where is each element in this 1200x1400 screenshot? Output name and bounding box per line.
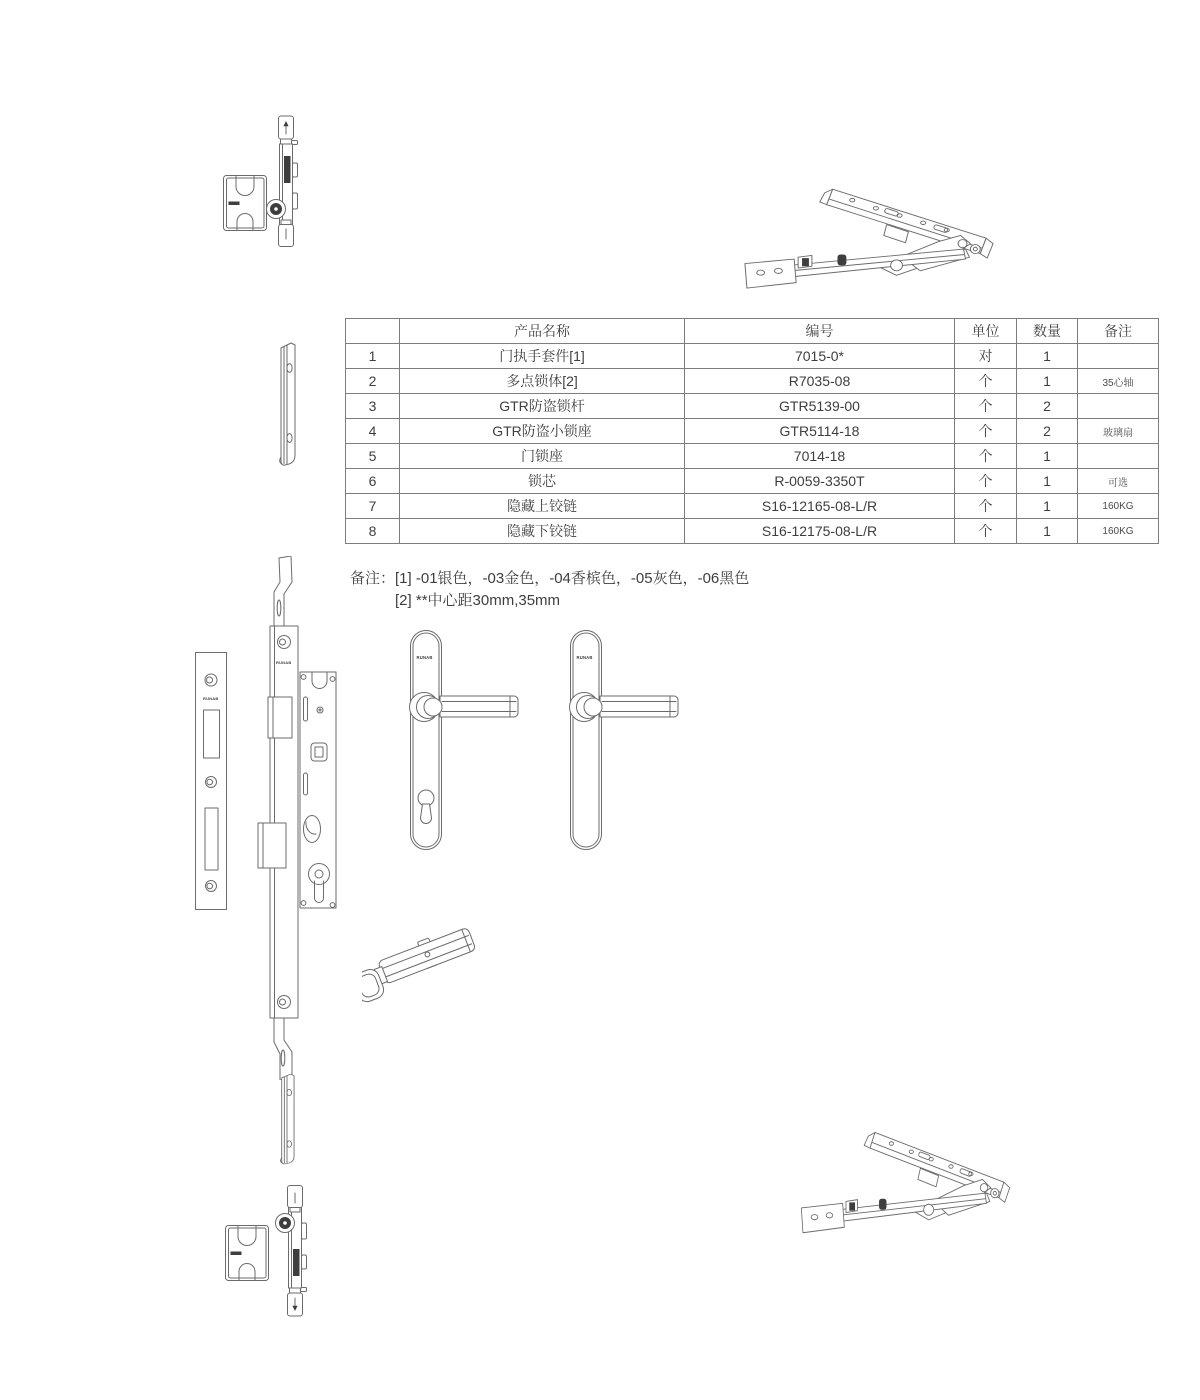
remark bbox=[1078, 394, 1159, 419]
espagnolette-lock-drawing-bottom bbox=[272, 1183, 320, 1318]
table-row bbox=[346, 369, 1159, 394]
table-row bbox=[346, 494, 1159, 519]
product-code: 7014-18 bbox=[685, 444, 955, 469]
notes-block bbox=[350, 568, 749, 612]
product-code: S16-12165-08-L/R bbox=[685, 494, 955, 519]
quantity: 2 bbox=[1017, 419, 1078, 444]
row-index: 3 bbox=[346, 394, 400, 419]
remark: 160KG bbox=[1078, 519, 1159, 544]
product-name: 门执手套件[1] bbox=[400, 344, 685, 369]
header-remark: 备注 bbox=[1078, 319, 1159, 344]
unit: 对 bbox=[955, 344, 1017, 369]
quantity: 2 bbox=[1017, 394, 1078, 419]
brand-mark: RUNAB bbox=[416, 655, 433, 660]
remark bbox=[1078, 444, 1159, 469]
table-row bbox=[346, 419, 1159, 444]
table-row bbox=[346, 394, 1159, 419]
table-row bbox=[346, 519, 1159, 544]
unit: 个 bbox=[955, 519, 1017, 544]
bottom-rod bbox=[274, 1018, 292, 1080]
quantity: 1 bbox=[1017, 344, 1078, 369]
header-quantity: 数量 bbox=[1017, 319, 1078, 344]
row-index: 7 bbox=[346, 494, 400, 519]
remark: 160KG bbox=[1078, 494, 1159, 519]
quantity: 1 bbox=[1017, 494, 1078, 519]
unit: 个 bbox=[955, 444, 1017, 469]
product-name: 隐藏下铰链 bbox=[400, 519, 685, 544]
header-product-name: 产品名称 bbox=[400, 319, 685, 344]
note-line-2: [2] **中心距30mm,35mm bbox=[395, 592, 561, 609]
row-index: 8 bbox=[346, 519, 400, 544]
product-code: R-0059-3350T bbox=[685, 469, 955, 494]
product-code: S16-12175-08-L/R bbox=[685, 519, 955, 544]
row-index: 4 bbox=[346, 419, 400, 444]
parts-table-body bbox=[346, 344, 1159, 544]
strike-plate-drawing bbox=[192, 650, 230, 912]
row-index: 1 bbox=[346, 344, 400, 369]
table-row bbox=[346, 444, 1159, 469]
espagnolette-lock-drawing-top bbox=[263, 114, 311, 249]
lever bbox=[600, 696, 678, 717]
product-code: R7035-08 bbox=[685, 369, 955, 394]
unit: 个 bbox=[955, 419, 1017, 444]
lock-bar-plate-drawing-top bbox=[270, 340, 304, 468]
header-index bbox=[346, 319, 400, 344]
row-index: 5 bbox=[346, 444, 400, 469]
top-rod bbox=[274, 556, 292, 626]
header-code: 编号 bbox=[685, 319, 955, 344]
table-row bbox=[346, 469, 1159, 494]
product-name: 多点锁体[2] bbox=[400, 369, 685, 394]
quantity: 1 bbox=[1017, 444, 1078, 469]
table-row bbox=[346, 344, 1159, 369]
brand-mark: RUNAB bbox=[276, 660, 292, 665]
product-name: 锁芯 bbox=[400, 469, 685, 494]
remark: 可选 bbox=[1078, 469, 1159, 494]
anti-theft-keep-drawing-bottom bbox=[222, 1222, 272, 1284]
product-name: GTR防盗小锁座 bbox=[400, 419, 685, 444]
product-name: 隐藏上铰链 bbox=[400, 494, 685, 519]
lock-point-lower bbox=[258, 823, 286, 868]
quantity: 1 bbox=[1017, 519, 1078, 544]
lock-bar-plate-drawing-bottom bbox=[272, 1072, 302, 1166]
quantity: 1 bbox=[1017, 469, 1078, 494]
concealed-top-hinge-drawing bbox=[741, 172, 997, 308]
door-handle-drawing-plain bbox=[560, 626, 700, 856]
parts-table bbox=[345, 318, 1159, 544]
row-index: 6 bbox=[346, 469, 400, 494]
product-code: 7015-0* bbox=[685, 344, 955, 369]
unit: 个 bbox=[955, 394, 1017, 419]
product-name: GTR防盗锁杆 bbox=[400, 394, 685, 419]
remark: 35心轴 bbox=[1078, 369, 1159, 394]
product-name: 门锁座 bbox=[400, 444, 685, 469]
notes-label: 备注： bbox=[350, 570, 396, 587]
table-header-row bbox=[346, 319, 1159, 344]
remark bbox=[1078, 344, 1159, 369]
unit: 个 bbox=[955, 494, 1017, 519]
note-line-1: [1] -01银色，-03金色，-04香槟色，-05灰色，-06黑色 bbox=[395, 570, 750, 587]
lock-point-upper bbox=[268, 697, 292, 738]
unit: 个 bbox=[955, 469, 1017, 494]
header-unit: 单位 bbox=[955, 319, 1017, 344]
remark: 玻璃扇 bbox=[1078, 419, 1159, 444]
quantity: 1 bbox=[1017, 369, 1078, 394]
row-index: 2 bbox=[346, 369, 400, 394]
brand-mark: RUNAB bbox=[203, 696, 219, 701]
lever bbox=[440, 696, 518, 717]
product-code: GTR5139-00 bbox=[685, 394, 955, 419]
multi-point-lock-body-drawing bbox=[252, 556, 344, 1080]
door-handle-drawing-keyed bbox=[400, 626, 540, 856]
lock-cylinder-drawing bbox=[362, 905, 497, 1010]
product-code: GTR5114-18 bbox=[685, 419, 955, 444]
concealed-bottom-hinge-drawing bbox=[798, 1115, 1013, 1253]
brand-mark: RUNAB bbox=[576, 655, 593, 660]
unit: 个 bbox=[955, 369, 1017, 394]
